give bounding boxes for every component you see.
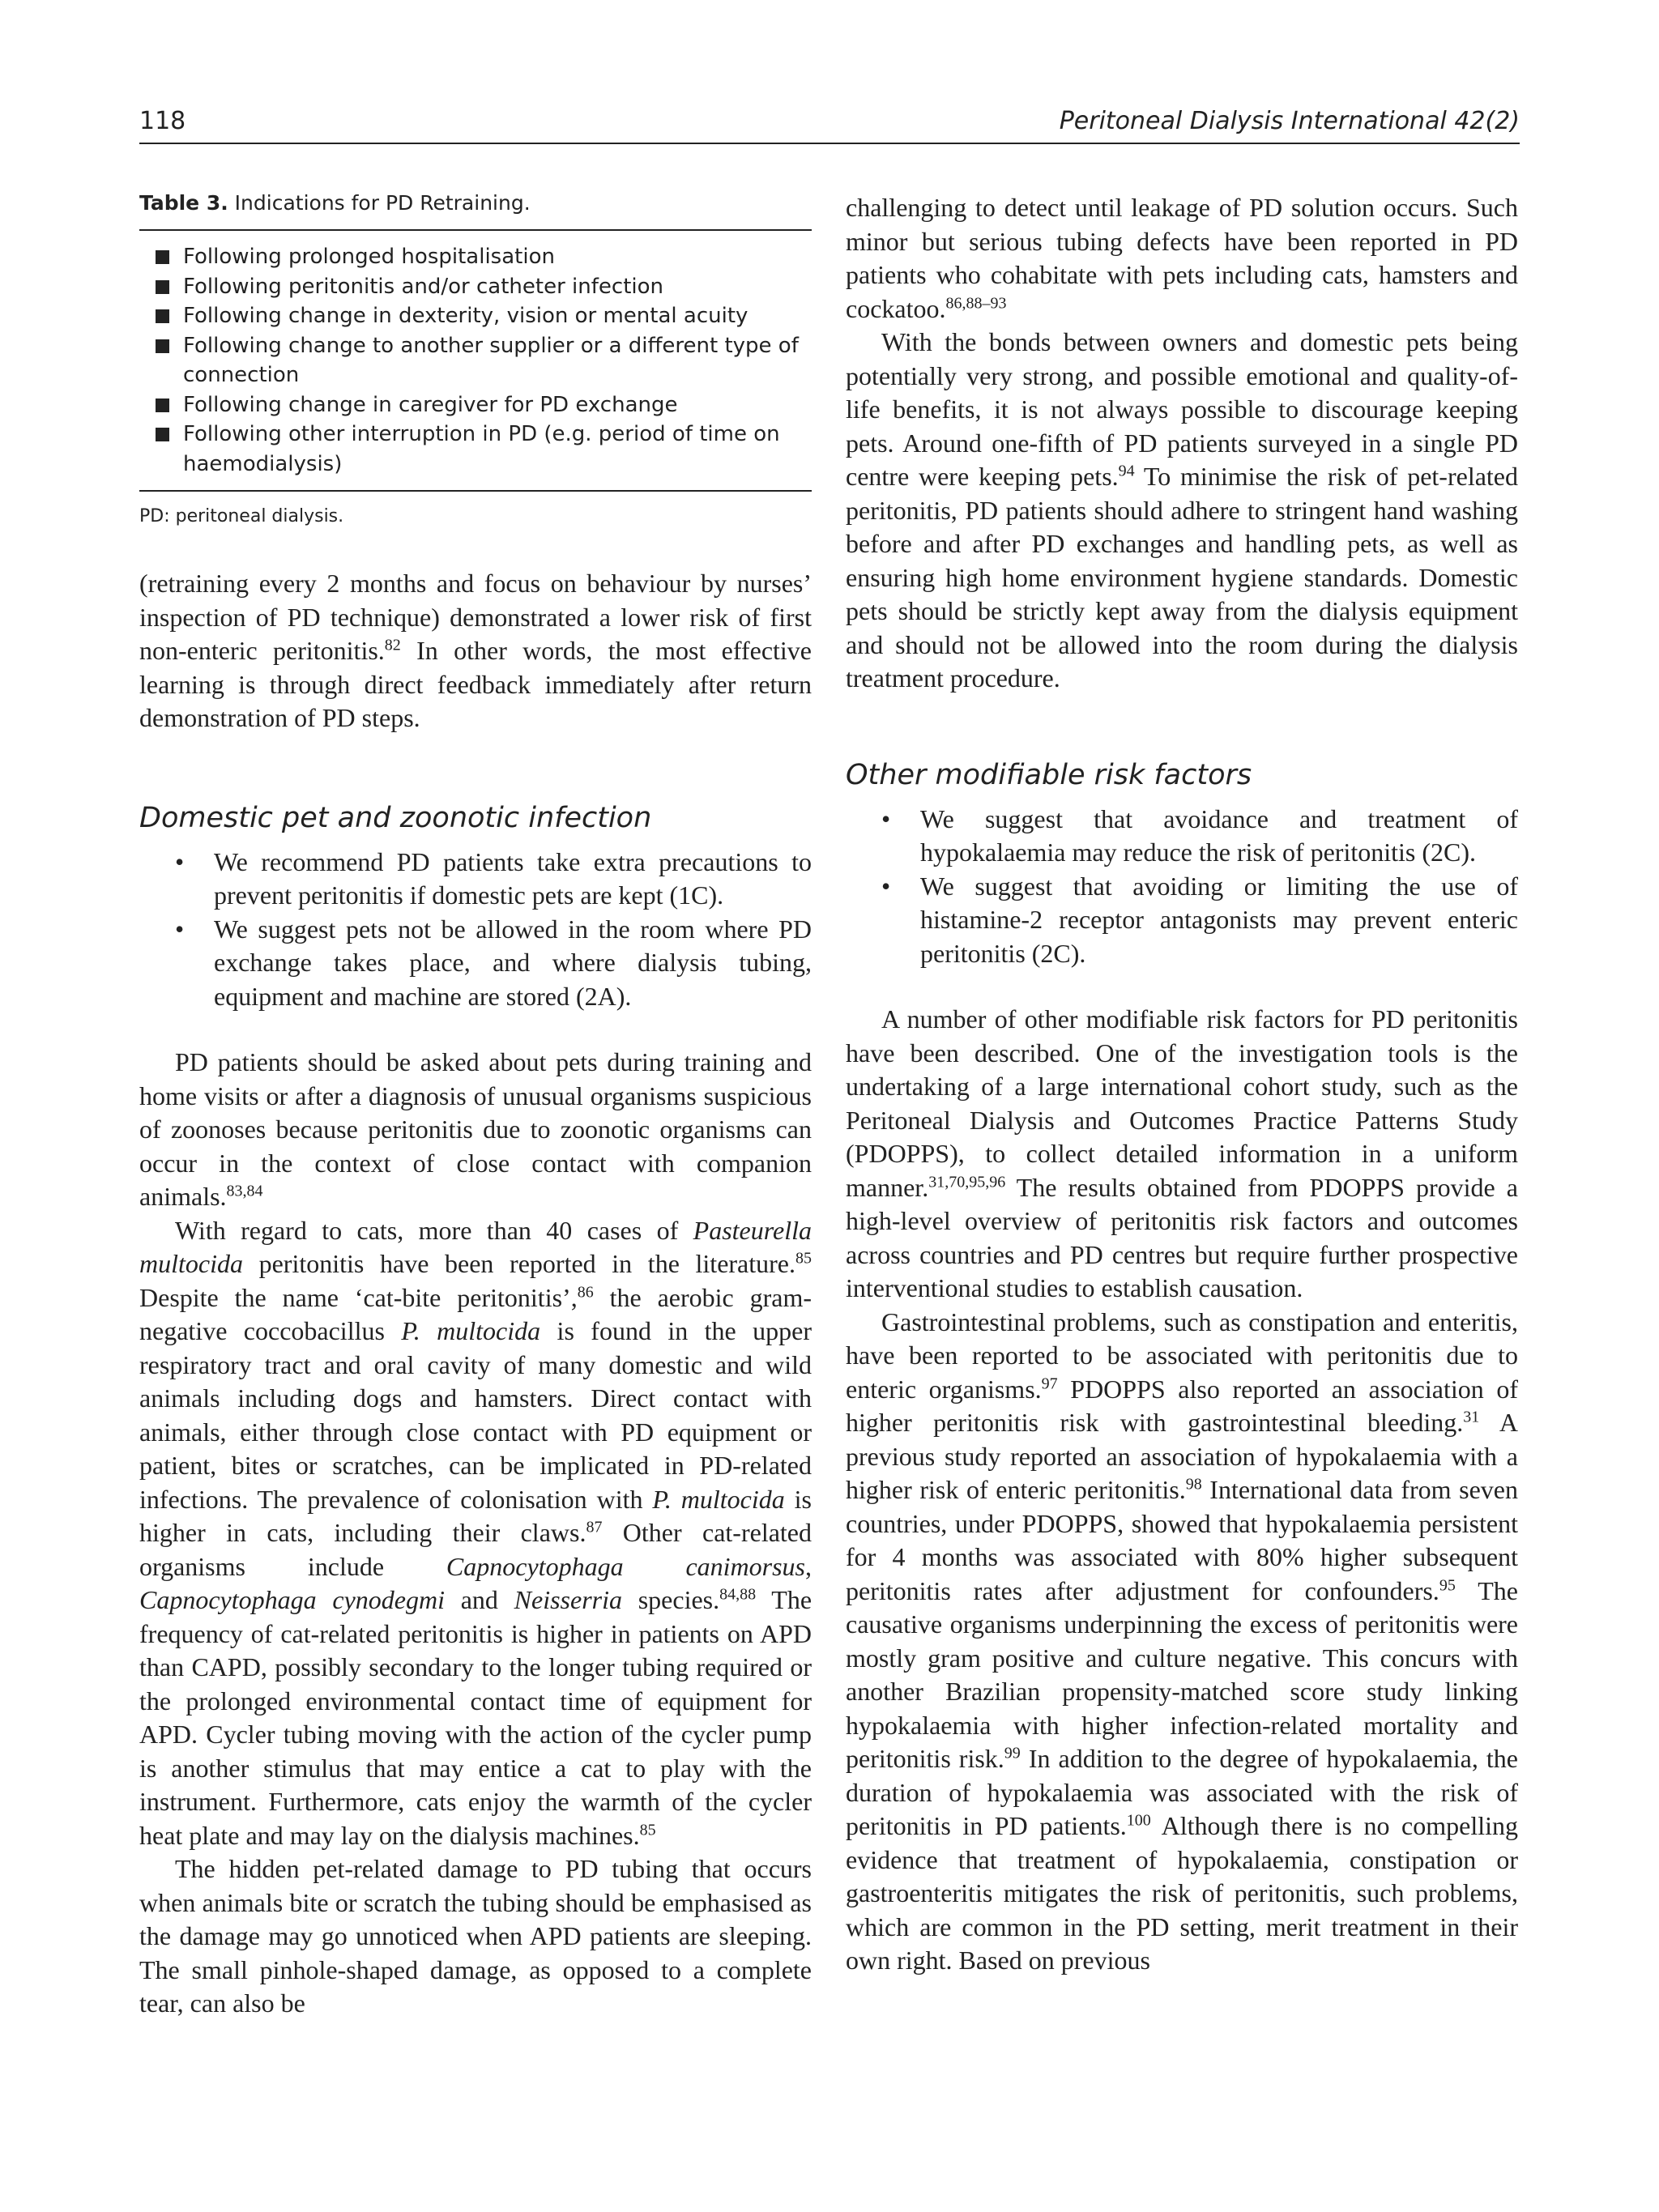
table-item — [156, 242, 812, 272]
citation: 85 — [639, 1820, 656, 1839]
text: Gastrointestinal problems, such as constipation and enteritis, have been reported to be associated with peritonitis due to enteric organisms. — [846, 1306, 1518, 1404]
table-item — [156, 331, 812, 390]
table-item-text: Following change in caregiver for PD exchange — [183, 392, 678, 417]
text: (retraining every 2 months and focus on behaviour by nurses’ inspection of PD technique) demonstrated a lower risk of first non-enteric peritonitis. — [139, 569, 812, 665]
recommendation-list — [846, 803, 1518, 971]
citation: 100 — [1126, 1811, 1151, 1830]
table-footnote: PD: peritoneal dialysis. — [139, 506, 344, 526]
text: , — [805, 1551, 812, 1581]
text: The causative organisms underpinning the excess of peritonitis were mostly gram positive and culture negative. This concurs with another Brazilian propensity-matched score study linking hypokalaemia with higher infection-related mortality and peritonitis risk. — [846, 1575, 1519, 1773]
paragraph-cats — [139, 1214, 812, 1853]
table-caption — [139, 191, 812, 215]
recommendation-item — [881, 803, 1518, 870]
citation: 87 — [586, 1518, 603, 1536]
citation: 95 — [1439, 1575, 1456, 1594]
citation: 85 — [795, 1249, 812, 1268]
page-header — [139, 104, 1520, 144]
square-bullet-icon — [156, 250, 169, 264]
species-name: Pasteurella multocida — [139, 1215, 812, 1278]
text: and — [444, 1585, 514, 1614]
text: Although there is no compelling evidence that treatment of hypokalaemia, constipation or gastroenteritis mitigates the risk of peritonitis, such problems, which are common in the PD setting, merit treatment in their own right. Based on previous — [846, 1811, 1519, 1975]
citation: 83,84 — [226, 1182, 263, 1200]
table-item-text: Following change in dexterity, vision or mental acuity — [183, 304, 748, 328]
citation: 31 — [1463, 1408, 1480, 1426]
text: A number of other modifiable risk factors for PD peritonitis have been described. One of the investigation tools is the undertaking of a large international cohort study, such as the Peritoneal Dialysis and Outcomes Practice Patterns Study (PDOPPS), to collect detailed information in a uniform manner. — [846, 1004, 1518, 1202]
table-item — [156, 272, 812, 302]
recommendation-item — [175, 846, 812, 913]
citation: 31,70,95,96 — [928, 1172, 1006, 1191]
recommendation-item — [881, 870, 1518, 971]
species-name: P. multocida — [652, 1484, 785, 1514]
species-name: P. multocida — [401, 1316, 541, 1345]
journal-name: Peritoneal Dialysis International 42(2) — [1059, 107, 1520, 135]
table-item — [156, 301, 812, 331]
table-label: Table 3. — [139, 191, 228, 215]
species-name: Capnocytophaga canimorsus — [446, 1551, 806, 1581]
bullet-dot-icon: • — [881, 803, 891, 833]
text: International data from seven countries, under PDOPPS, showed that hypokalaemia persistent for 4 months was associated with 80% higher subsequent peritonitis rates after adjustment for confounders. — [846, 1475, 1518, 1605]
square-bullet-icon — [156, 339, 169, 353]
section-heading-other-risk-factors: Other modifiable risk factors — [846, 758, 1252, 791]
square-bullet-icon — [156, 309, 169, 323]
citation: 86 — [577, 1282, 594, 1301]
text: Other cat-related organisms include — [139, 1518, 812, 1581]
text: With regard to cats, more than 40 cases of — [175, 1215, 693, 1245]
section-heading-domestic-pet: Domestic pet and zoonotic infection — [139, 801, 652, 834]
bullet-dot-icon: • — [881, 871, 891, 901]
table-item — [156, 390, 812, 420]
text: the aerobic gram-negative coccobacillus — [139, 1282, 812, 1345]
left-column — [139, 191, 812, 2021]
page-number: 118 — [139, 107, 186, 135]
text: In other words, the most effective learning is through direct feedback immediately after return demonstration of PD steps. — [139, 636, 812, 732]
text: The frequency of cat-related peritonitis is higher in patients on APD than CAPD, possibly secondary to the longer tubing required or the prolonged environmental contact time of equipment for APD. Cycler tubing moving with the action of the cycler pump is another stimulus that may entice a cat to play with the instrument. Furthermore, cats enjoy the warmth of the cycler heat plate and may lay on the dialysis machines. — [139, 1585, 812, 1850]
table-list — [139, 231, 812, 490]
text: is found in the upper respiratory tract and oral cavity of many domestic and wild animals including dogs and hamsters. Direct contact with animals, either through close contact with PD equipment or patient, bites or scratches, can be implicated in PD-related infections. The prevalence of colonisation with — [139, 1316, 812, 1514]
citation: 82 — [384, 636, 401, 654]
citation: 98 — [1185, 1475, 1202, 1494]
text: In addition to the degree of hypokalaemia, the duration of hypokalaemia was associated with the risk of peritonitis in PD patients. — [846, 1744, 1519, 1840]
text: We recommend PD patients take extra precautions to prevent peritonitis if domestic pets are kept (1C). — [214, 846, 812, 910]
citation: 97 — [1041, 1374, 1058, 1392]
square-bullet-icon — [156, 428, 169, 441]
citation: 84,88 — [719, 1585, 757, 1604]
recommendation-list — [139, 846, 812, 1014]
table-title: Indications for PD Retraining. — [234, 191, 531, 215]
recommendation-item — [175, 913, 812, 1014]
bullet-dot-icon: • — [175, 846, 185, 876]
species-name: Capnocytophaga cynodegmi — [139, 1585, 445, 1614]
species-name: Neisserria — [514, 1585, 622, 1614]
citation: 86,88–93 — [945, 293, 1007, 312]
square-bullet-icon — [156, 280, 169, 294]
citation: 99 — [1004, 1744, 1021, 1762]
table-3 — [139, 191, 812, 526]
text: To minimise the risk of pet-related peritonitis, PD patients should adhere to stringent hand washing before and after PD exchanges and handling pets, as well as ensuring high home environment hygiene standards. Domestic pets should be strictly kept away from the dialysis equipment and should not be allowed into the room during the dialysis treatment procedure. — [846, 462, 1519, 693]
text: PDOPPS also reported an association of higher peritonitis risk with gastrointestinal bleeding. — [846, 1374, 1518, 1437]
text: We suggest that avoidance and treatment of hypokalaemia may reduce the risk of peritonitis (2C). — [920, 803, 1518, 867]
text: The results obtained from PDOPPS provide a high-level overview of peritonitis risk factors and outcomes across countries and PD centres but require further prospective interventional studies to establish causation. — [846, 1172, 1518, 1302]
paragraph-zoonoses — [139, 1046, 812, 1214]
paragraph-retraining — [139, 567, 812, 735]
bullet-dot-icon: • — [175, 914, 185, 944]
table-bottom-rule — [139, 490, 812, 492]
paragraph-modifiable-factors — [846, 1003, 1518, 1306]
citation: 94 — [1118, 462, 1135, 480]
paragraph-challenging — [846, 191, 1518, 326]
text: We suggest pets not be allowed in the room where PD exchange takes place, and where dialysis tubing, equipment and machine are stored (2A). — [214, 914, 812, 1011]
text: is higher in cats, including their claws. — [139, 1484, 812, 1547]
table-item — [156, 420, 812, 479]
paragraph-gastrointestinal — [846, 1306, 1518, 1978]
table-item-text: Following other interruption in PD (e.g. period of time on haemodialysis) — [183, 422, 780, 476]
text: With the bonds between owners and domestic pets being potentially very strong, and possible emotional and quality-of-life benefits, it is not always possible to discourage keeping pets. Around one-fifth of PD patients surveyed in a single PD centre were keeping pets. — [846, 327, 1518, 491]
right-column — [846, 191, 1518, 1978]
text: Despite the name ‘cat-bite peritonitis’, — [139, 1282, 578, 1312]
table-item-text: Following prolonged hospitalisation — [183, 245, 555, 269]
text: A previous study reported an association of hypokalaemia with a higher risk of enteric peritonitis. — [846, 1408, 1519, 1504]
text: species. — [621, 1585, 720, 1614]
text: We suggest that avoiding or limiting the use of histamine-2 receptor antagonists may prevent enteric peritonitis (2C). — [920, 871, 1518, 968]
text: PD patients should be asked about pets during training and home visits or after a diagnosis of unusual organisms suspicious of zoonoses because peritonitis due to zoonotic organisms can occur in the context of close contact with companion animals. — [139, 1047, 812, 1211]
text: challenging to detect until leakage of PD solution occurs. Such minor but serious tubing defects have been reported in PD patients who cohabitate with pets including cats, hamsters and cockatoo. — [846, 193, 1518, 323]
paragraph-hidden-damage: The hidden pet-related damage to PD tubing that occurs when animals bite or scratch the tubing should be emphasised as the damage may go unnoticed when APD patients are sleeping. The small pinhole-shaped damage, as opposed to a complete tear, can also be — [139, 1854, 812, 2018]
table-item-text: Following peritonitis and/or catheter infection — [183, 274, 663, 299]
text: peritonitis have been reported in the literature. — [242, 1249, 795, 1278]
paragraph-bonds — [846, 326, 1518, 696]
square-bullet-icon — [156, 399, 169, 412]
table-item-text: Following change to another supplier or a different type of connection — [183, 333, 799, 387]
